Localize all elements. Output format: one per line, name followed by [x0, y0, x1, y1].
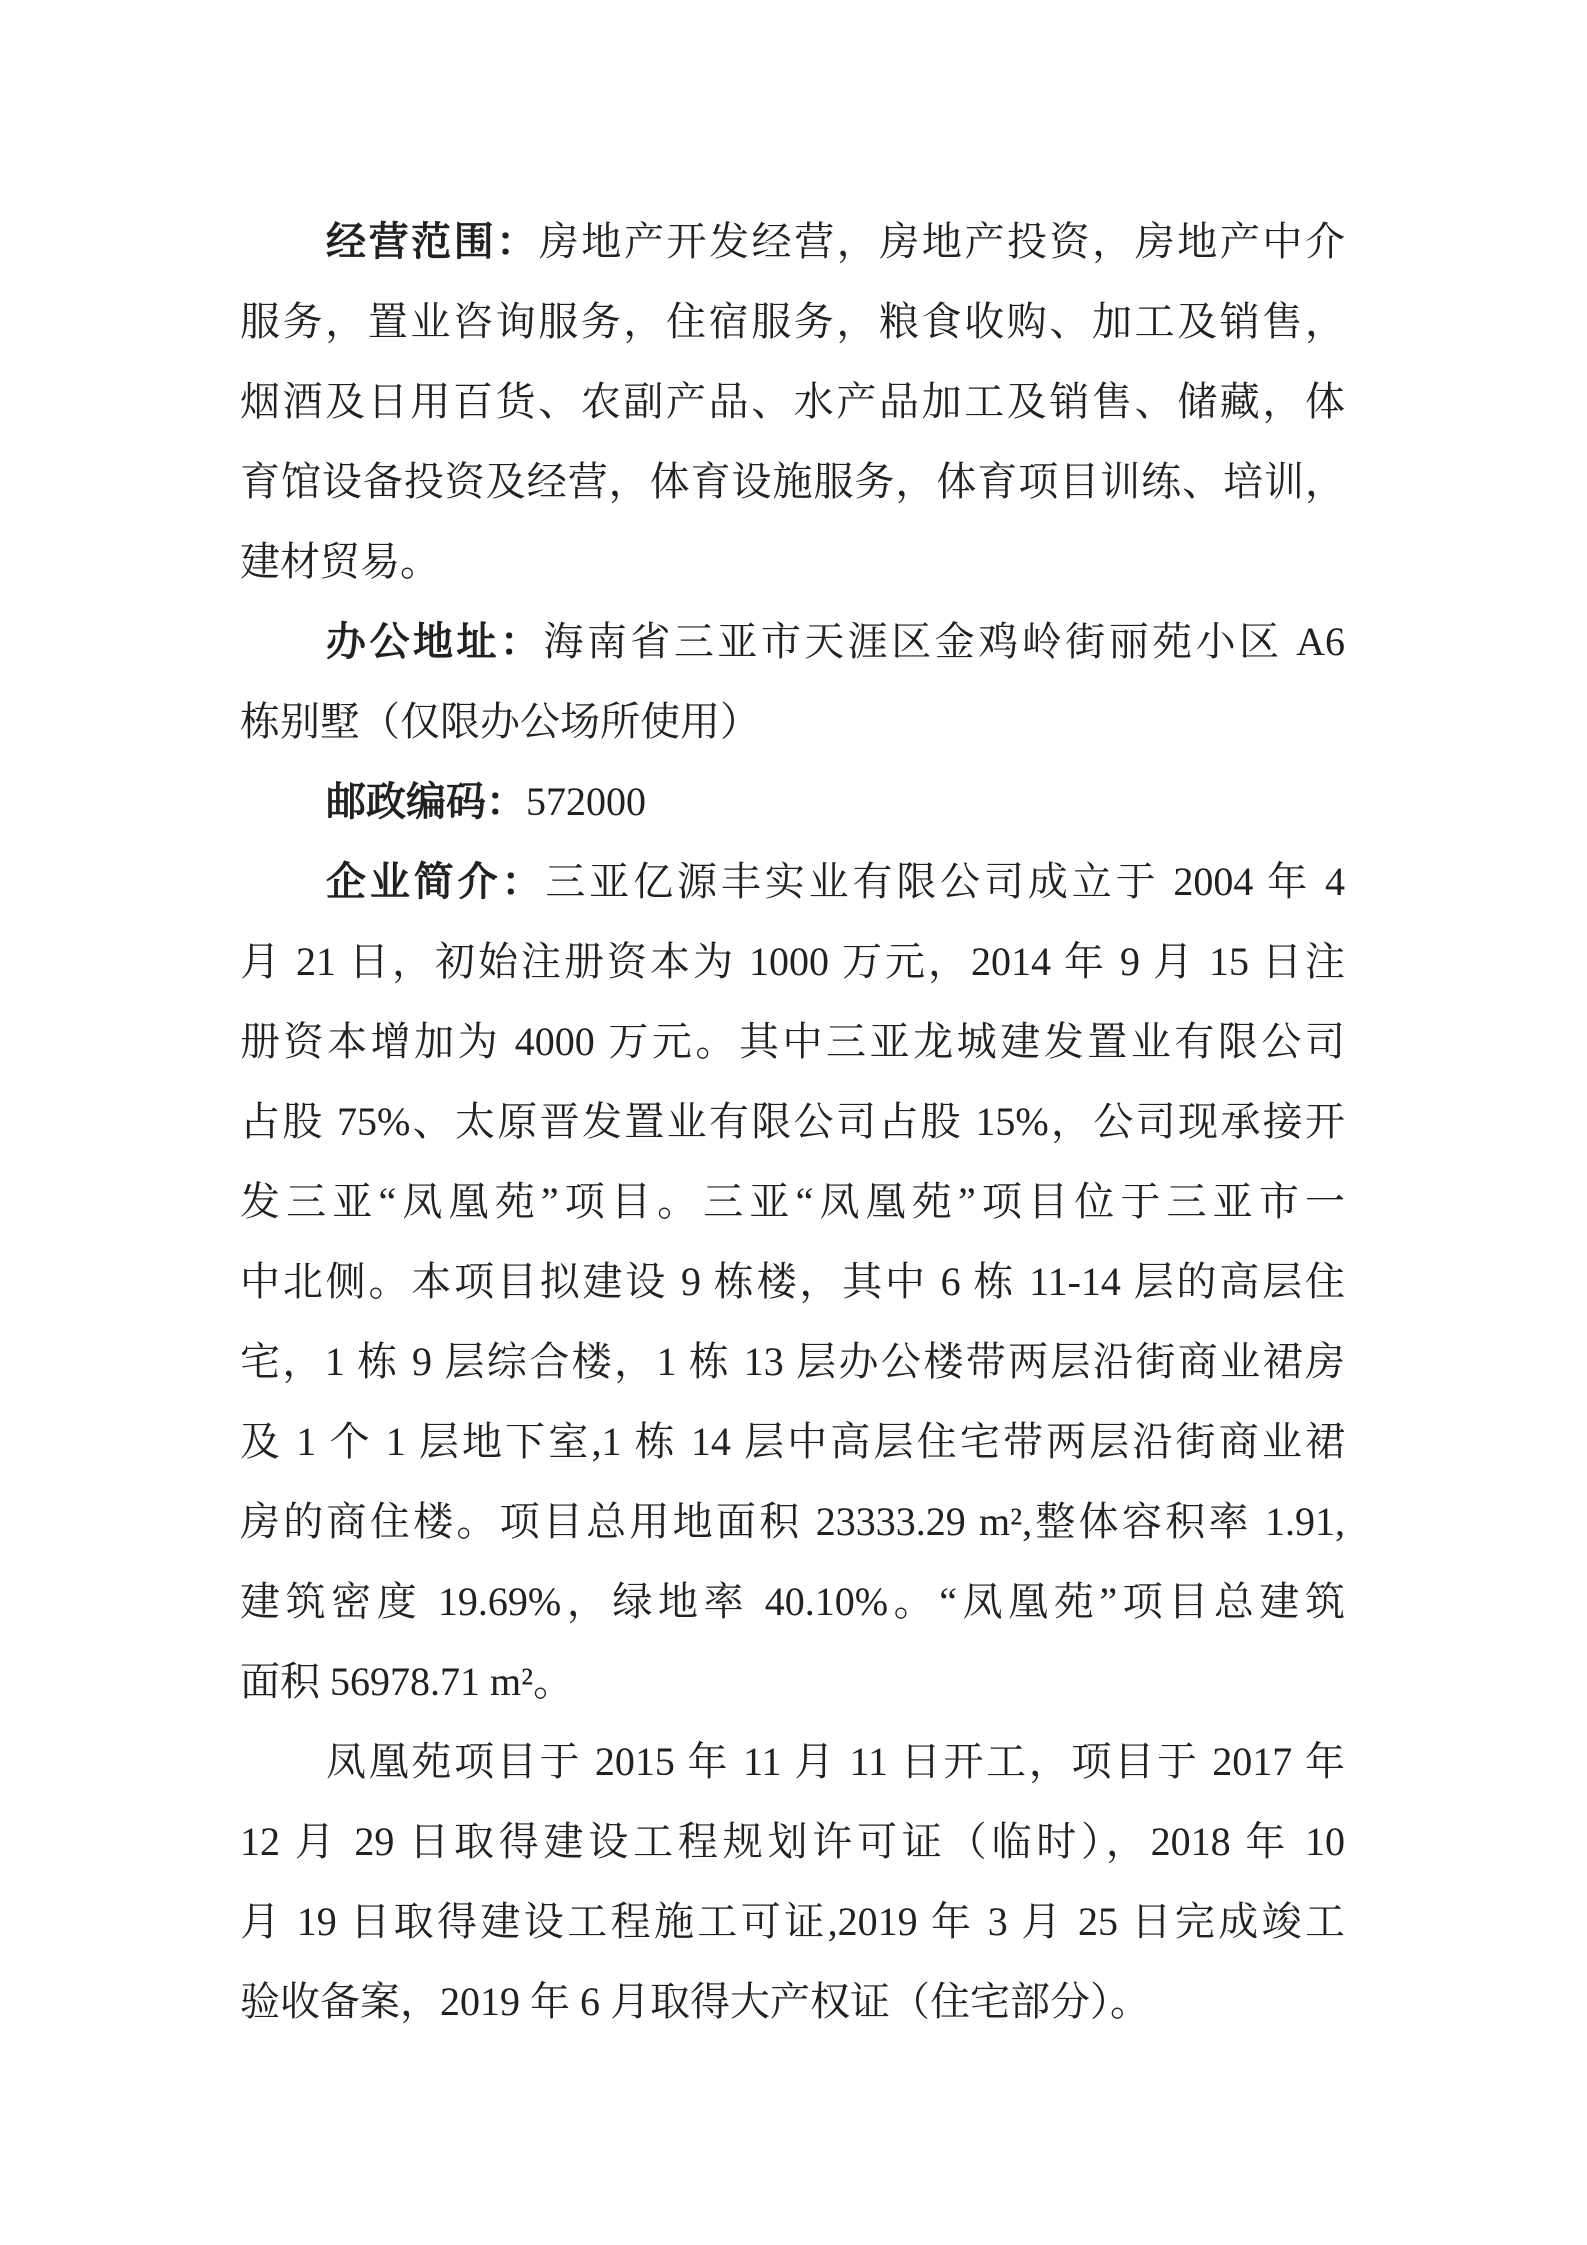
text-line: [240, 1082, 1345, 1162]
text-segment: 月 19 日取得建设工程施工可证,2019 年 3 月 25 日完成竣工: [240, 1899, 1345, 1944]
text-line: [240, 362, 1345, 442]
paragraph-office-address: [240, 602, 1345, 762]
field-label: 企业简介：: [326, 859, 546, 904]
text-line: [240, 522, 1345, 602]
text-segment: 烟酒及日用百货、农副产品、水产品加工及销售、储藏，体: [240, 379, 1345, 424]
text-line: [240, 442, 1345, 522]
text-line: [240, 1802, 1345, 1882]
text-segment: 育馆设备投资及经营，体育设施服务，体育项目训练、培训，: [240, 459, 1345, 504]
text-line: [240, 1002, 1345, 1082]
text-segment: 发三亚“凤凰苑”项目。三亚“凤凰苑”项目位于三亚市一: [240, 1179, 1345, 1224]
text-line: [240, 1402, 1345, 1482]
text-line: [240, 1882, 1345, 1962]
text-line: [240, 202, 1345, 282]
field-label: 经营范围：: [326, 219, 539, 264]
text-line: [240, 1242, 1345, 1322]
text-segment: 房的商住楼。项目总用地面积 23333.29 m²,整体容积率 1.91,: [240, 1499, 1345, 1544]
text-segment: 三亚亿源丰实业有限公司成立于 2004 年 4: [545, 859, 1345, 904]
text-line: [240, 1962, 1345, 2042]
text-segment: 凤凰苑项目于 2015 年 11 月 11 日开工，项目于 2017 年: [326, 1739, 1345, 1784]
text-segment: 占股 75%、太原晋发置业有限公司占股 15%，公司现承接开: [240, 1099, 1345, 1144]
paragraph-postal-code: [240, 762, 1345, 842]
text-segment: 建筑密度 19.69%，绿地率 40.10%。“凤凰苑”项目总建筑: [240, 1579, 1345, 1624]
text-segment: 月 21 日，初始注册资本为 1000 万元，2014 年 9 月 15 日注: [240, 939, 1345, 984]
text-segment: 宅，1 栋 9 层综合楼，1 栋 13 层办公楼带两层沿街商业裙房: [240, 1339, 1345, 1384]
text-line: [240, 1482, 1345, 1562]
text-segment: 房地产开发经营，房地产投资，房地产中介: [538, 219, 1345, 264]
field-label: 邮政编码：: [326, 779, 526, 824]
text-segment: 及 1 个 1 层地下室,1 栋 14 层中高层住宅带两层沿街商业裙: [240, 1419, 1345, 1464]
text-segment: 栋别墅（仅限办公场所使用）: [240, 699, 760, 744]
text-line: [240, 1642, 1345, 1722]
text-line: [240, 842, 1345, 922]
text-line: [240, 1162, 1345, 1242]
paragraph-company-profile: [240, 842, 1345, 1722]
text-segment: 服务，置业咨询服务，住宿服务，粮食收购、加工及销售，: [240, 299, 1345, 344]
text-line: [240, 682, 1345, 762]
document-body: [240, 202, 1345, 2042]
paragraph-business-scope: [240, 202, 1345, 602]
text-segment: 建材贸易。: [240, 539, 440, 584]
text-segment: 验收备案，2019 年 6 月取得大产权证（住宅部分）。: [240, 1979, 1150, 2024]
text-segment: 海南省三亚市天涯区金鸡岭街丽苑小区 A6: [543, 619, 1345, 664]
text-line: [240, 282, 1345, 362]
text-line: [240, 1562, 1345, 1642]
field-label: 办公地址：: [326, 619, 544, 664]
text-line: [240, 762, 1345, 842]
text-line: [240, 1722, 1345, 1802]
text-segment: 12 月 29 日取得建设工程规划许可证（临时），2018 年 10: [240, 1819, 1345, 1864]
text-segment: 中北侧。本项目拟建设 9 栋楼，其中 6 栋 11-14 层的高层住: [240, 1259, 1345, 1304]
text-segment: 册资本增加为 4000 万元。其中三亚龙城建发置业有限公司: [240, 1019, 1345, 1064]
text-segment: 572000: [526, 779, 646, 824]
text-line: [240, 602, 1345, 682]
text-line: [240, 1322, 1345, 1402]
text-segment: 面积 56978.71 m²。: [240, 1659, 574, 1704]
paragraph-project-timeline: [240, 1722, 1345, 2042]
text-line: [240, 922, 1345, 1002]
